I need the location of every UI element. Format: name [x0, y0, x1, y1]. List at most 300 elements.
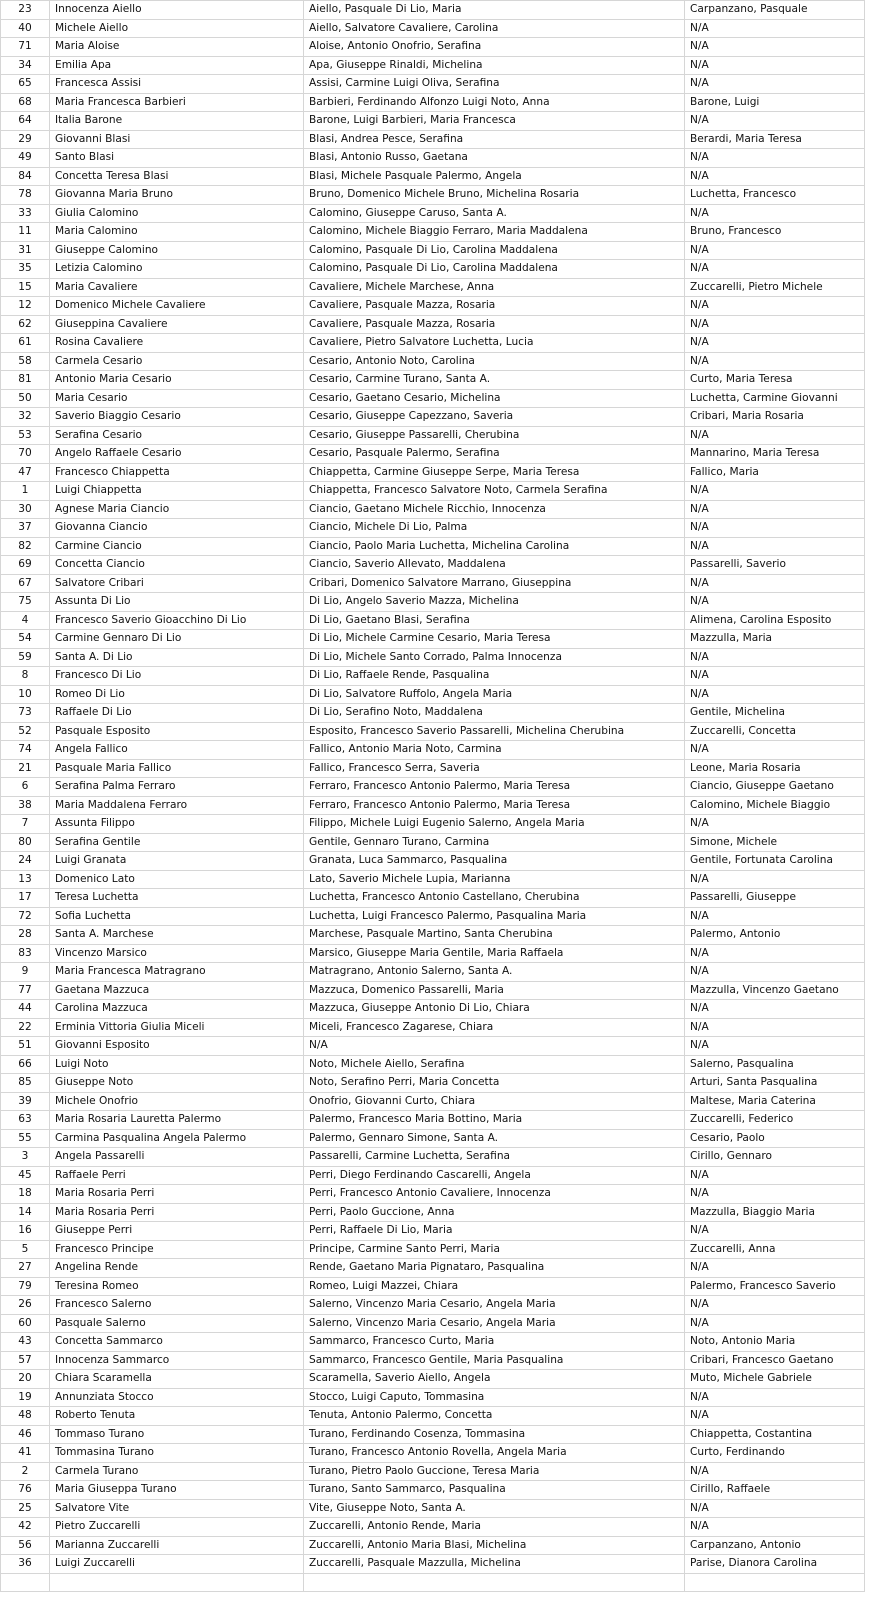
person-name-cell: Salvatore Vite [50, 1499, 304, 1518]
table-row [1, 75, 865, 94]
record-id-cell: 25 [1, 1499, 50, 1518]
parents-cell: Gentile, Gennaro Turano, Carmina [304, 833, 685, 852]
parents-cell: Zuccarelli, Pasquale Mazzulla, Michelina [304, 1555, 685, 1574]
spouse-cell: N/A [685, 38, 865, 57]
table-row [1, 556, 865, 575]
person-name-cell: Maria Rosaria Perri [50, 1185, 304, 1204]
record-id-cell: 43 [1, 1333, 50, 1352]
spouse-cell: Luchetta, Francesco [685, 186, 865, 205]
spouse-cell: Cirillo, Gennaro [685, 1148, 865, 1167]
spouse-cell: N/A [685, 19, 865, 38]
spouse-cell: N/A [685, 297, 865, 316]
spouse-cell: Muto, Michele Gabriele [685, 1370, 865, 1389]
spouse-cell: Passarelli, Giuseppe [685, 889, 865, 908]
person-name-cell: Angelo Raffaele Cesario [50, 445, 304, 464]
record-id-cell: 19 [1, 1388, 50, 1407]
person-name-cell: Angelina Rende [50, 1259, 304, 1278]
parents-cell: Cesario, Gaetano Cesario, Michelina [304, 389, 685, 408]
person-name-cell: Letizia Calomino [50, 260, 304, 279]
record-id-cell [1, 1573, 50, 1592]
parents-cell: Mazzuca, Giuseppe Antonio Di Lio, Chiara [304, 1000, 685, 1019]
parents-cell: Cesario, Giuseppe Capezzano, Saveria [304, 408, 685, 427]
parents-cell: Fallico, Antonio Maria Noto, Carmina [304, 741, 685, 760]
table-row [1, 870, 865, 889]
parents-cell: Cavaliere, Pasquale Mazza, Rosaria [304, 315, 685, 334]
person-name-cell: Serafina Palma Ferraro [50, 778, 304, 797]
person-name-cell: Pasquale Esposito [50, 722, 304, 741]
record-id-cell: 42 [1, 1518, 50, 1537]
parents-cell: N/A [304, 1037, 685, 1056]
record-id-cell: 22 [1, 1018, 50, 1037]
spouse-cell: Bruno, Francesco [685, 223, 865, 242]
parents-cell: Salerno, Vincenzo Maria Cesario, Angela Maria [304, 1314, 685, 1333]
spouse-cell: Mazzulla, Biaggio Maria [685, 1203, 865, 1222]
record-id-cell: 71 [1, 38, 50, 57]
person-name-cell: Carmela Turano [50, 1462, 304, 1481]
parents-cell: Scaramella, Saverio Aiello, Angela [304, 1370, 685, 1389]
spouse-cell: N/A [685, 334, 865, 353]
table-row [1, 204, 865, 223]
table-row [1, 926, 865, 945]
person-name-cell: Serafina Gentile [50, 833, 304, 852]
spouse-cell: N/A [685, 963, 865, 982]
person-name-cell: Maria Giuseppa Turano [50, 1481, 304, 1500]
record-id-cell: 48 [1, 1407, 50, 1426]
record-id-cell: 46 [1, 1425, 50, 1444]
record-id-cell: 29 [1, 130, 50, 149]
person-name-cell: Maria Francesca Barbieri [50, 93, 304, 112]
person-name-cell: Carmine Ciancio [50, 537, 304, 556]
record-id-cell: 84 [1, 167, 50, 186]
spouse-cell: N/A [685, 1018, 865, 1037]
person-name-cell: Domenico Michele Cavaliere [50, 297, 304, 316]
record-id-cell: 68 [1, 93, 50, 112]
parents-cell: Zuccarelli, Antonio Maria Blasi, Michelina [304, 1536, 685, 1555]
record-id-cell: 44 [1, 1000, 50, 1019]
table-row [1, 1351, 865, 1370]
person-name-cell: Luigi Granata [50, 852, 304, 871]
table-row [1, 389, 865, 408]
person-name-cell: Salvatore Cribari [50, 574, 304, 593]
table-row [1, 963, 865, 982]
spouse-cell: N/A [685, 944, 865, 963]
table-row [1, 149, 865, 168]
parents-cell: Lato, Saverio Michele Lupia, Marianna [304, 870, 685, 889]
table-row [1, 1092, 865, 1111]
spouse-cell: Fallico, Maria [685, 463, 865, 482]
record-id-cell: 36 [1, 1555, 50, 1574]
table-row [1, 1203, 865, 1222]
record-id-cell: 49 [1, 149, 50, 168]
parents-cell: Matragrano, Antonio Salerno, Santa A. [304, 963, 685, 982]
person-name-cell: Francesco Saverio Gioacchino Di Lio [50, 611, 304, 630]
person-name-cell: Francesco Principe [50, 1240, 304, 1259]
parents-cell: Palermo, Francesco Maria Bottino, Maria [304, 1111, 685, 1130]
record-id-cell: 8 [1, 667, 50, 686]
spouse-cell: N/A [685, 1259, 865, 1278]
record-id-cell: 76 [1, 1481, 50, 1500]
person-name-cell: Michele Onofrio [50, 1092, 304, 1111]
spouse-cell: N/A [685, 482, 865, 501]
parents-cell: Noto, Michele Aiello, Serafina [304, 1055, 685, 1074]
parents-cell: Di Lio, Salvatore Ruffolo, Angela Maria [304, 685, 685, 704]
parents-cell: Palermo, Gennaro Simone, Santa A. [304, 1129, 685, 1148]
record-id-cell: 37 [1, 519, 50, 538]
spouse-cell: Passarelli, Saverio [685, 556, 865, 575]
person-name-cell: Teresina Romeo [50, 1277, 304, 1296]
spouse-cell: Luchetta, Carmine Giovanni [685, 389, 865, 408]
person-name-cell: Francesco Salerno [50, 1296, 304, 1315]
record-id-cell: 60 [1, 1314, 50, 1333]
table-row [1, 1074, 865, 1093]
parents-cell: Calomino, Pasquale Di Lio, Carolina Maddalena [304, 260, 685, 279]
parents-cell: Ciancio, Saverio Allevato, Maddalena [304, 556, 685, 575]
table-row [1, 1314, 865, 1333]
person-name-cell: Carmine Gennaro Di Lio [50, 630, 304, 649]
table-row [1, 1388, 865, 1407]
parents-cell: Di Lio, Michele Carmine Cesario, Maria Teresa [304, 630, 685, 649]
spouse-cell: N/A [685, 1222, 865, 1241]
table-row [1, 1111, 865, 1130]
person-name-cell: Romeo Di Lio [50, 685, 304, 704]
record-id-cell: 77 [1, 981, 50, 1000]
table-row [1, 1277, 865, 1296]
parents-cell: Barone, Luigi Barbieri, Maria Francesca [304, 112, 685, 131]
table-row [1, 463, 865, 482]
person-name-cell: Serafina Cesario [50, 426, 304, 445]
record-id-cell: 32 [1, 408, 50, 427]
parents-cell: Calomino, Giuseppe Caruso, Santa A. [304, 204, 685, 223]
table-row [1, 186, 865, 205]
spouse-cell: N/A [685, 149, 865, 168]
table-row [1, 334, 865, 353]
record-id-cell: 16 [1, 1222, 50, 1241]
parents-cell: Di Lio, Gaetano Blasi, Serafina [304, 611, 685, 630]
record-id-cell: 66 [1, 1055, 50, 1074]
spouse-cell: N/A [685, 537, 865, 556]
parents-cell: Principe, Carmine Santo Perri, Maria [304, 1240, 685, 1259]
person-name-cell: Tommasina Turano [50, 1444, 304, 1463]
record-id-cell: 14 [1, 1203, 50, 1222]
parents-cell: Fallico, Francesco Serra, Saveria [304, 759, 685, 778]
record-id-cell: 21 [1, 759, 50, 778]
spouse-cell: Mannarino, Maria Teresa [685, 445, 865, 464]
spouse-cell: Carpanzano, Pasquale [685, 1, 865, 20]
person-name-cell: Francesca Assisi [50, 75, 304, 94]
parents-cell: Miceli, Francesco Zagarese, Chiara [304, 1018, 685, 1037]
person-name-cell: Giovanna Maria Bruno [50, 186, 304, 205]
parents-cell: Barbieri, Ferdinando Alfonzo Luigi Noto, Anna [304, 93, 685, 112]
spouse-cell: N/A [685, 426, 865, 445]
parents-cell: Turano, Ferdinando Cosenza, Tommasina [304, 1425, 685, 1444]
table-row [1, 1333, 865, 1352]
person-name-cell: Pietro Zuccarelli [50, 1518, 304, 1537]
table-row [1, 1000, 865, 1019]
table-row [1, 1037, 865, 1056]
person-name-cell: Gaetana Mazzuca [50, 981, 304, 1000]
parents-cell: Chiappetta, Francesco Salvatore Noto, Carmela Serafina [304, 482, 685, 501]
table-row [1, 500, 865, 519]
spouse-cell: Salerno, Pasqualina [685, 1055, 865, 1074]
record-id-cell: 85 [1, 1074, 50, 1093]
table-row [1, 408, 865, 427]
spouse-cell: Zuccarelli, Pietro Michele [685, 278, 865, 297]
person-name-cell: Francesco Chiappetta [50, 463, 304, 482]
record-id-cell: 79 [1, 1277, 50, 1296]
record-id-cell: 40 [1, 19, 50, 38]
spouse-cell: N/A [685, 574, 865, 593]
spouse-cell: Barone, Luigi [685, 93, 865, 112]
person-name-cell: Raffaele Di Lio [50, 704, 304, 723]
spouse-cell: N/A [685, 75, 865, 94]
record-id-cell: 62 [1, 315, 50, 334]
record-id-cell: 78 [1, 186, 50, 205]
spouse-cell: N/A [685, 112, 865, 131]
record-id-cell: 1 [1, 482, 50, 501]
spouse-cell: Cesario, Paolo [685, 1129, 865, 1148]
table-row [1, 593, 865, 612]
table-row [1, 1425, 865, 1444]
table-row [1, 112, 865, 131]
parents-cell: Sammarco, Francesco Curto, Maria [304, 1333, 685, 1352]
spouse-cell: N/A [685, 1407, 865, 1426]
person-name-cell: Teresa Luchetta [50, 889, 304, 908]
parents-cell: Marsico, Giuseppe Maria Gentile, Maria Raffaela [304, 944, 685, 963]
parents-cell: Cavaliere, Pietro Salvatore Luchetta, Lucia [304, 334, 685, 353]
parents-cell: Aiello, Pasquale Di Lio, Maria [304, 1, 685, 20]
record-id-cell: 28 [1, 926, 50, 945]
record-id-cell: 7 [1, 815, 50, 834]
spouse-cell: N/A [685, 1314, 865, 1333]
parents-cell: Vite, Giuseppe Noto, Santa A. [304, 1499, 685, 1518]
spouse-cell: Mazzulla, Maria [685, 630, 865, 649]
person-name-cell: Antonio Maria Cesario [50, 371, 304, 390]
spouse-cell: Ciancio, Giuseppe Gaetano [685, 778, 865, 797]
spouse-cell: Carpanzano, Antonio [685, 1536, 865, 1555]
table-row [1, 352, 865, 371]
person-name-cell: Saverio Biaggio Cesario [50, 408, 304, 427]
record-id-cell: 81 [1, 371, 50, 390]
record-id-cell: 64 [1, 112, 50, 131]
parents-cell: Cavaliere, Pasquale Mazza, Rosaria [304, 297, 685, 316]
table-row [1, 741, 865, 760]
table-row [1, 537, 865, 556]
parents-cell: Turano, Santo Sammarco, Pasqualina [304, 1481, 685, 1500]
spouse-cell: N/A [685, 56, 865, 75]
record-id-cell: 51 [1, 1037, 50, 1056]
table-row [1, 93, 865, 112]
person-name-cell: Santo Blasi [50, 149, 304, 168]
spouse-cell: N/A [685, 648, 865, 667]
parents-cell: Marchese, Pasquale Martino, Santa Cherubina [304, 926, 685, 945]
record-id-cell: 6 [1, 778, 50, 797]
table-row [1, 722, 865, 741]
record-id-cell: 18 [1, 1185, 50, 1204]
record-id-cell: 33 [1, 204, 50, 223]
spouse-cell: Cribari, Maria Rosaria [685, 408, 865, 427]
parents-cell: Ferraro, Francesco Antonio Palermo, Maria Teresa [304, 778, 685, 797]
person-name-cell: Giovanni Esposito [50, 1037, 304, 1056]
person-name-cell: Maria Aloise [50, 38, 304, 57]
person-name-cell: Sofia Luchetta [50, 907, 304, 926]
spouse-cell: N/A [685, 741, 865, 760]
parents-cell: Di Lio, Serafino Noto, Maddalena [304, 704, 685, 723]
spouse-cell: N/A [685, 1518, 865, 1537]
parents-cell: Perri, Raffaele Di Lio, Maria [304, 1222, 685, 1241]
parents-cell: Luchetta, Luigi Francesco Palermo, Pasqualina Maria [304, 907, 685, 926]
record-id-cell: 3 [1, 1148, 50, 1167]
table-row [1, 1481, 865, 1500]
spouse-cell: Parise, Dianora Carolina [685, 1555, 865, 1574]
table-row [1, 815, 865, 834]
person-name-cell: Pasquale Maria Fallico [50, 759, 304, 778]
spouse-cell: Gentile, Michelina [685, 704, 865, 723]
person-name-cell: Emilia Apa [50, 56, 304, 75]
spouse-cell: N/A [685, 1462, 865, 1481]
table-row [1, 611, 865, 630]
record-id-cell: 45 [1, 1166, 50, 1185]
table-row [1, 482, 865, 501]
person-name-cell: Angela Passarelli [50, 1148, 304, 1167]
person-name-cell: Giulia Calomino [50, 204, 304, 223]
record-id-cell: 5 [1, 1240, 50, 1259]
table-row [1, 1499, 865, 1518]
table-row [1, 426, 865, 445]
record-id-cell: 15 [1, 278, 50, 297]
person-name-cell: Concetta Ciancio [50, 556, 304, 575]
parents-cell: Cesario, Antonio Noto, Carolina [304, 352, 685, 371]
parents-cell: Rende, Gaetano Maria Pignataro, Pasqualina [304, 1259, 685, 1278]
record-id-cell: 54 [1, 630, 50, 649]
parents-cell: Turano, Francesco Antonio Rovella, Angela Maria [304, 1444, 685, 1463]
parents-cell: Perri, Francesco Antonio Cavaliere, Innocenza [304, 1185, 685, 1204]
person-name-cell: Italia Barone [50, 112, 304, 131]
parents-cell: Zuccarelli, Antonio Rende, Maria [304, 1518, 685, 1537]
spouse-cell: N/A [685, 315, 865, 334]
person-name-cell: Maria Rosaria Perri [50, 1203, 304, 1222]
parents-cell: Filippo, Michele Luigi Eugenio Salerno, Angela Maria [304, 815, 685, 834]
table-row [1, 630, 865, 649]
person-name-cell: Francesco Di Lio [50, 667, 304, 686]
person-name-cell: Carmina Pasqualina Angela Palermo [50, 1129, 304, 1148]
table-row [1, 38, 865, 57]
record-id-cell: 55 [1, 1129, 50, 1148]
table-row [1, 778, 865, 797]
person-name-cell: Concetta Teresa Blasi [50, 167, 304, 186]
person-name-cell: Maria Rosaria Lauretta Palermo [50, 1111, 304, 1130]
record-id-cell: 61 [1, 334, 50, 353]
person-name-cell: Maria Cavaliere [50, 278, 304, 297]
spouse-cell: Curto, Maria Teresa [685, 371, 865, 390]
table-row [1, 19, 865, 38]
parents-cell: Blasi, Antonio Russo, Gaetana [304, 149, 685, 168]
table-row [1, 1018, 865, 1037]
parents-cell: Chiappetta, Carmine Giuseppe Serpe, Maria Teresa [304, 463, 685, 482]
parents-cell: Cesario, Pasquale Palermo, Serafina [304, 445, 685, 464]
record-id-cell: 59 [1, 648, 50, 667]
record-id-cell: 47 [1, 463, 50, 482]
person-name-cell: Assunta Di Lio [50, 593, 304, 612]
person-name-cell: Maria Francesca Matragrano [50, 963, 304, 982]
record-id-cell: 11 [1, 223, 50, 242]
record-id-cell: 83 [1, 944, 50, 963]
table-row [1, 796, 865, 815]
parents-cell: Aiello, Salvatore Cavaliere, Carolina [304, 19, 685, 38]
spouse-cell: N/A [685, 1000, 865, 1019]
parents-cell: Tenuta, Antonio Palermo, Concetta [304, 1407, 685, 1426]
table-row [1, 1370, 865, 1389]
record-id-cell: 24 [1, 852, 50, 871]
parents-cell: Aloise, Antonio Onofrio, Serafina [304, 38, 685, 57]
record-id-cell: 20 [1, 1370, 50, 1389]
table-row [1, 371, 865, 390]
record-id-cell: 35 [1, 260, 50, 279]
parents-cell: Cribari, Domenico Salvatore Marrano, Giuseppina [304, 574, 685, 593]
spouse-cell: N/A [685, 260, 865, 279]
record-id-cell: 52 [1, 722, 50, 741]
table-row [1, 1148, 865, 1167]
person-name-cell: Innocenza Aiello [50, 1, 304, 20]
spouse-cell: N/A [685, 241, 865, 260]
table-row [1, 889, 865, 908]
table-row [1, 315, 865, 334]
record-id-cell: 65 [1, 75, 50, 94]
record-id-cell: 39 [1, 1092, 50, 1111]
person-name-cell: Santa A. Di Lio [50, 648, 304, 667]
spouse-cell: N/A [685, 907, 865, 926]
table-row [1, 1055, 865, 1074]
person-name-cell: Domenico Lato [50, 870, 304, 889]
table-row [1, 130, 865, 149]
record-id-cell: 13 [1, 870, 50, 889]
parents-cell: Salerno, Vincenzo Maria Cesario, Angela Maria [304, 1296, 685, 1315]
person-name-cell: Maria Calomino [50, 223, 304, 242]
spouse-cell [685, 1573, 865, 1592]
person-name-cell: Santa A. Marchese [50, 926, 304, 945]
table-row [1, 704, 865, 723]
parents-cell: Noto, Serafino Perri, Maria Concetta [304, 1074, 685, 1093]
table-row [1, 241, 865, 260]
parents-cell: Di Lio, Angelo Saverio Mazza, Michelina [304, 593, 685, 612]
record-id-cell: 72 [1, 907, 50, 926]
person-name-cell: Luigi Zuccarelli [50, 1555, 304, 1574]
spouse-cell: N/A [685, 685, 865, 704]
record-id-cell: 70 [1, 445, 50, 464]
spouse-cell: N/A [685, 352, 865, 371]
table-row [1, 1573, 865, 1592]
table-row [1, 833, 865, 852]
record-id-cell: 9 [1, 963, 50, 982]
person-name-cell: Luigi Noto [50, 1055, 304, 1074]
person-name-cell: Tommaso Turano [50, 1425, 304, 1444]
table-row [1, 1166, 865, 1185]
record-id-cell: 27 [1, 1259, 50, 1278]
parents-cell: Perri, Diego Ferdinando Cascarelli, Angela [304, 1166, 685, 1185]
spouse-cell: N/A [685, 870, 865, 889]
person-name-cell: Concetta Sammarco [50, 1333, 304, 1352]
record-id-cell: 67 [1, 574, 50, 593]
person-name-cell: Rosina Cavaliere [50, 334, 304, 353]
spouse-cell: Curto, Ferdinando [685, 1444, 865, 1463]
record-id-cell: 50 [1, 389, 50, 408]
parents-cell: Ferraro, Francesco Antonio Palermo, Maria Teresa [304, 796, 685, 815]
table-row [1, 759, 865, 778]
person-name-cell: Vincenzo Marsico [50, 944, 304, 963]
parents-cell: Di Lio, Michele Santo Corrado, Palma Innocenza [304, 648, 685, 667]
parents-cell: Stocco, Luigi Caputo, Tommasina [304, 1388, 685, 1407]
person-name-cell: Angela Fallico [50, 741, 304, 760]
spouse-cell: N/A [685, 1185, 865, 1204]
